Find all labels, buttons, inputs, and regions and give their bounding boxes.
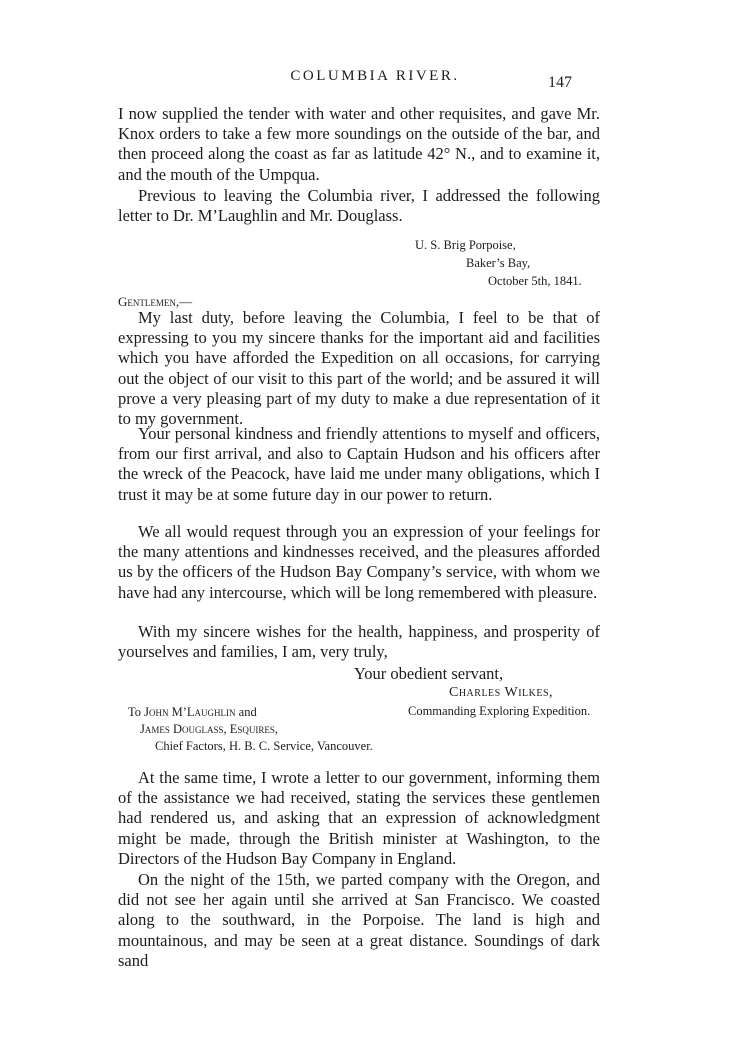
- paragraph-text: Your personal kindness and friendly attentions to myself and officers, from our first arrival, and also to Captain Hudson and his officers after the wreck of the Peacock, have laid me under many obligations, which I trust it may be at some future day in our power to return.: [118, 424, 600, 504]
- intro-paragraph-1: [118, 104, 600, 185]
- letter-heading-vessel: U. S. Brig Porpoise,: [415, 238, 516, 252]
- letter-heading-place: Baker’s Bay,: [466, 256, 531, 270]
- address-line-1: [128, 705, 257, 720]
- letter-paragraph-2: [118, 424, 600, 505]
- page-number: 147: [548, 74, 572, 91]
- letter-paragraph-3: [118, 522, 600, 603]
- paragraph-text: At the same time, I wrote a letter to our government, informing them of the assistance we had received, stating the services these gentlemen had rendered us, and asking that an expression of acknowledgment might be made, through the British minister at Washington, to the Directors of the Hudson Bay Company in England.: [118, 768, 600, 868]
- signature-title: Commanding Exploring Expedition.: [408, 704, 591, 718]
- address-line-2: James Douglass, Esquires,: [140, 722, 279, 736]
- paragraph-text: We all would request through you an expression of your feelings for the many attentions and kindnesses received, and the pleasures afforded us by the officers of the Hudson Bay Company’s service, with whom we have had any intercourse, which will be long remembered with pleasure.: [118, 522, 600, 602]
- address-suffix: and: [235, 705, 257, 719]
- letter-paragraph-1: [118, 308, 600, 429]
- intro-paragraph-2: [118, 186, 600, 226]
- letter-paragraph-4: [118, 622, 600, 662]
- letter-salutation: Gentlemen,—: [118, 294, 193, 309]
- letter-heading-date: October 5th, 1841.: [488, 274, 582, 288]
- letter-signature: Charles Wilkes,: [449, 685, 554, 700]
- address-prefix: To: [128, 705, 145, 719]
- body-paragraph-2: [118, 870, 600, 971]
- paragraph-text: My last duty, before leaving the Columbia, I feel to be that of expressing to you my sincere thanks for the important aid and facilities which you have afforded the Expedition on all occasions, for carrying out the object of our visit to this part of the world; and be assured it will prove a very pleasing part of my duty to make a due representation of it to my government.: [118, 308, 600, 429]
- paragraph-text: Previous to leaving the Columbia river, I addressed the following letter to Dr. M’Laughlin and Mr. Douglass.: [118, 186, 600, 226]
- paragraph-text: On the night of the 15th, we parted company with the Oregon, and did not see her again until she arrived at San Francisco. We coasted along to the southward, in the Porpoise. The land is high and mountainous, and may be seen at a great distance. Soundings of dark sand: [118, 870, 600, 970]
- running-title: COLUMBIA RIVER.: [290, 68, 460, 84]
- address-line-3: Chief Factors, H. B. C. Service, Vancouver.: [155, 739, 373, 753]
- paragraph-text: With my sincere wishes for the health, happiness, and prosperity of yourselves and families, I am, very truly,: [118, 622, 600, 662]
- body-paragraph-1: [118, 768, 600, 869]
- letter-closing: Your obedient servant,: [354, 664, 504, 683]
- paragraph-text: I now supplied the tender with water and other requisites, and gave Mr. Knox orders to take a few more soundings on the outside of the bar, and then proceed along the coast as far as latitude 42° N., and to examine it, and the mouth of the Umpqua.: [118, 104, 600, 184]
- address-name: John M’Laughlin: [144, 705, 236, 719]
